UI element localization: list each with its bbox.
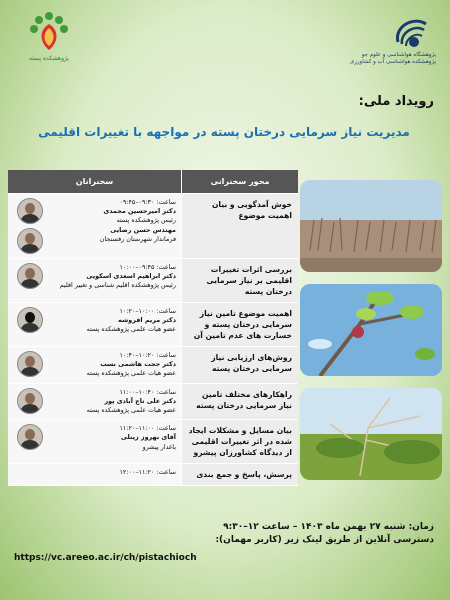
speaker-details [51, 198, 176, 244]
speaker-avatar [17, 228, 43, 254]
event-footer [215, 521, 434, 547]
talk-time: ساعت: ۱۰:۰۰–۱۰:۲۰ [119, 307, 176, 315]
talk-time: ساعت: ۱۰:۲۰–۱۰:۴۰ [119, 351, 176, 359]
speaker-details [51, 388, 176, 416]
bare-orchard-photo [300, 180, 442, 272]
speaker-line: دکتر حجت هاشمی نسب [100, 360, 176, 369]
speaker-line: عضو هیات علمی پژوهشکده پسته [86, 406, 176, 415]
speaker-line: عضو هیات علمی پژوهشکده پسته [86, 369, 176, 378]
event-time: زمان: شنبه ۲۷ بهمن ماه ۱۴۰۳ – ساعت ۱۲–۹:۳۰ [223, 522, 434, 532]
meeting-link[interactable]: https://vc.areeo.ac.ir/ch/pistachioch [14, 553, 197, 563]
right-logo-line1: پژوهشگاه هواشناسی و علوم جو [361, 52, 436, 58]
speaker-details [51, 263, 176, 291]
speaker-avatar [17, 424, 43, 450]
right-logo-line2: پژوهشکده هواشناسی آب و کشاورزی [349, 59, 436, 65]
swirl-logo-icon [392, 12, 436, 52]
speaker-details [13, 468, 176, 477]
column-header-topic: محور سخنرانی [182, 170, 298, 193]
pistachio-institute-logo [14, 8, 84, 62]
talk-topic: بیان مسایل و مشکلات ایجاد شده در اثر تغییرات اقلیمی از دیدگاه کشاورزان پیشرو [182, 420, 298, 463]
event-title: مدیریت نیاز سرمایی درختان پسته در مواجهه با تغییرات اقلیمی [38, 125, 410, 139]
speaker-line: فرماندار شهرستان رفسنجان [99, 234, 176, 243]
schedule-table [8, 170, 298, 486]
speaker-avatar [17, 307, 43, 333]
schedule-row [8, 259, 298, 303]
left-logo-caption: پژوهشکده پسته [29, 55, 69, 62]
talk-topic: راهکارهای مختلف تامین نیاز سرمایی درختان پسته [182, 384, 298, 420]
speaker-cell [8, 420, 182, 463]
speaker-photos [13, 351, 47, 377]
schedule-row [8, 384, 298, 421]
talk-time: ساعت: ۰۹:۴۵–۱۰:۰۰ [119, 263, 176, 271]
pistachio-photos [300, 180, 442, 492]
speaker-line: باغدار پیشرو [142, 442, 176, 451]
talk-time: ساعت: ۰۹:۳۰–۰۹:۴۵ [119, 198, 176, 206]
talk-topic: بررسی اثرات تغییرات اقلیمی بر نیاز سرمایی درختان پسته [182, 259, 298, 302]
event-kicker: رویداد ملی: [358, 94, 434, 109]
speaker-photos [13, 424, 47, 450]
speaker-cell [8, 464, 182, 485]
speaker-line: رئیس پژوهشکده اقلیم شناسی و تغییر اقلیم [59, 281, 176, 290]
schedule-row [8, 194, 298, 259]
speaker-avatar [17, 351, 43, 377]
speaker-line: دکتر امیرحسین محمدی [103, 207, 176, 216]
speaker-avatar [17, 388, 43, 414]
speaker-avatar [17, 263, 43, 289]
table-header-row [8, 170, 298, 194]
meteorology-institute-logo [346, 12, 436, 66]
online-access-note: دسترسی آنلاین از طریق لینک زیر (کاربر مهمان): [215, 535, 434, 545]
schedule-row [8, 303, 298, 347]
speaker-cell [8, 194, 182, 258]
speaker-photos [13, 263, 47, 289]
speaker-line: آقای بهروز زینلی [120, 433, 176, 442]
talk-topic: اهمیت موضوع تامین نیاز سرمایی درختان پسته و خسارت های عدم تامین آن [182, 303, 298, 346]
young-orchard-photo [300, 388, 442, 480]
speaker-cell [8, 347, 182, 383]
speaker-line: دکتر ابراهیم اسعدی اسکویی [86, 272, 176, 281]
speaker-details [51, 351, 176, 379]
speaker-cell [8, 303, 182, 346]
speaker-cell [8, 384, 182, 420]
speaker-line: دکتر علی تاج آبادی پور [104, 396, 176, 405]
table-body [8, 194, 298, 486]
speaker-photos [13, 198, 47, 254]
pistachio-leaf-icon [26, 8, 72, 54]
speaker-line: عضو هیات علمی پژوهشکده پسته [86, 325, 176, 334]
speaker-cell [8, 259, 182, 302]
talk-time: ساعت: ۱۰:۴۰–۱۱:۰۰ [119, 387, 176, 396]
speaker-line: رئیس پژوهشکده پسته [116, 216, 176, 225]
speaker-photos [13, 307, 47, 333]
speaker-details [51, 424, 176, 452]
pistachio-bud-photo [300, 284, 442, 376]
talk-topic: خوش آمدگویی و بیان اهمیت موضوع [182, 194, 298, 258]
schedule-row [8, 347, 298, 384]
speaker-line: دکتر مریم افروشه [118, 316, 176, 325]
column-header-speakers: سخنرانان [8, 170, 182, 193]
speaker-photos [13, 388, 47, 414]
speaker-details [51, 307, 176, 335]
speaker-avatar [17, 198, 43, 224]
talk-topic: پرسش، پاسخ و جمع بندی [182, 464, 298, 485]
talk-time: ساعت: ۱۱:۲۰–۱۲:۰۰ [119, 468, 176, 477]
talk-topic: روش‌های ارزیابی نیاز سرمایی درختان پسته [182, 347, 298, 383]
speaker-line: مهندس حسن رضایی [110, 225, 176, 234]
schedule-row [8, 420, 298, 464]
schedule-row [8, 464, 298, 486]
talk-time: ساعت: ۱۱:۰۰–۱۱:۲۰ [119, 424, 176, 433]
